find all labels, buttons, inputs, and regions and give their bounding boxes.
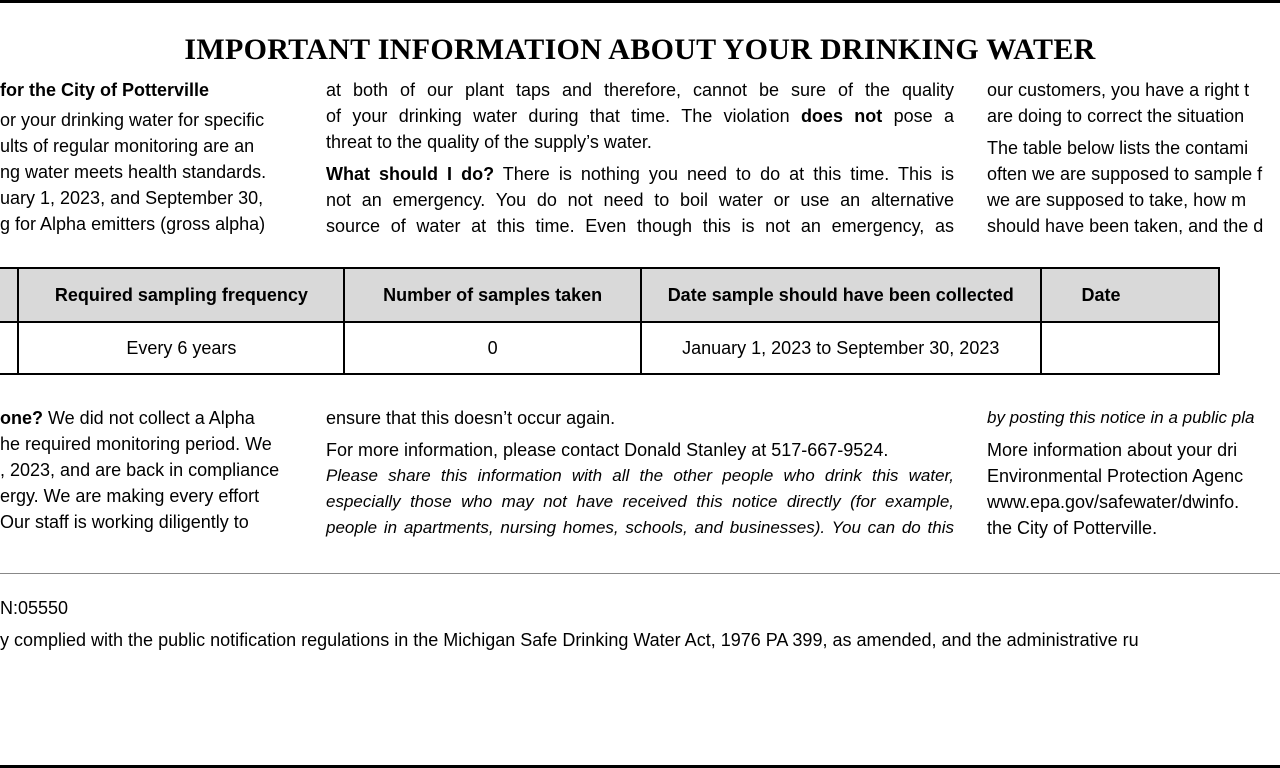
column-3-bottom bbox=[987, 405, 1280, 541]
text-line: , 2023, and are back in compliance bbox=[0, 460, 280, 480]
table-cell bbox=[0, 322, 18, 374]
italic-line: especially those who may not have received this notice directly (for example, bbox=[326, 492, 954, 511]
italic-line: by posting this notice in a public pla bbox=[987, 408, 1255, 427]
column-1-bottom bbox=[0, 405, 295, 535]
table-cell: 0 bbox=[344, 322, 641, 374]
table-header: Required sampling frequency bbox=[18, 268, 344, 322]
table-header-row bbox=[0, 268, 1219, 322]
text-line: ensure that this doesn’t occur again. bbox=[326, 408, 616, 428]
top-border bbox=[0, 0, 1280, 3]
column-2-top bbox=[326, 77, 954, 239]
italic-line: Please share this information with all the other people who drink this water, bbox=[326, 466, 954, 485]
italic-line: people in apartments, nursing homes, schools, and businesses). You can do this bbox=[326, 518, 954, 537]
separator-line bbox=[0, 573, 1280, 574]
emphasis-text: does not bbox=[800, 106, 883, 126]
text-fragment: pose a bbox=[882, 106, 955, 126]
table-header: Number of samples taken bbox=[344, 268, 641, 322]
text-fragment: of your drinking water during that time. The violation bbox=[326, 106, 801, 126]
text-fragment: There is nothing you need to do at this time. This is bbox=[494, 164, 954, 184]
text-line: ults of regular monitoring are an bbox=[0, 136, 255, 156]
text-line: ng water meets health standards. bbox=[0, 162, 267, 182]
text-line: Environmental Protection Agenc bbox=[987, 466, 1244, 486]
text-line: should have been taken, and the d bbox=[987, 216, 1264, 236]
sampling-table bbox=[0, 267, 1220, 375]
text-line: not an emergency. You do not need to boil water or use an alternative bbox=[326, 190, 954, 210]
footer-id: N:05550 bbox=[0, 598, 69, 618]
city-heading: for the City of Potterville bbox=[0, 80, 210, 100]
column-2-bottom bbox=[326, 405, 954, 541]
text-line: uary 1, 2023, and September 30, bbox=[0, 188, 264, 208]
text-line: often we are supposed to sample f bbox=[987, 164, 1263, 184]
text-line: at both of our plant taps and therefore, cannot be sure of the quality bbox=[326, 80, 954, 100]
footer-compliance: y complied with the public notification regulations in the Michigan Safe Drinking Water Act, 1976 PA 399, as amended, and the administrative ru bbox=[0, 630, 1139, 650]
table-row bbox=[0, 322, 1219, 374]
text-line: ergy. We are making every effort bbox=[0, 486, 260, 506]
table-cell: January 1, 2023 to September 30, 2023 bbox=[641, 322, 1041, 374]
contact-line: For more information, please contact Donald Stanley at 517-667-9524. bbox=[326, 440, 889, 460]
text-line: he required monitoring period. We bbox=[0, 434, 272, 454]
text-line bbox=[0, 405, 295, 431]
text-line: our customers, you have a right t bbox=[987, 80, 1250, 100]
text-line: Our staff is working diligently to bbox=[0, 512, 249, 532]
text-line: The table below lists the contami bbox=[987, 138, 1249, 158]
table-header: Date bbox=[1041, 268, 1220, 322]
text-line: we are supposed to take, how m bbox=[987, 190, 1247, 210]
text-line: are doing to correct the situation bbox=[987, 106, 1245, 126]
text-line: g for Alpha emitters (gross alpha) bbox=[0, 214, 266, 234]
question-heading: one? bbox=[0, 408, 43, 428]
column-1-top bbox=[0, 77, 295, 237]
column-3-top bbox=[987, 77, 1280, 239]
text-fragment: We did not collect a Alpha bbox=[43, 408, 255, 428]
text-line: source of water at this time. Even though this is not an emergency, as bbox=[326, 216, 954, 236]
table-cell bbox=[1041, 322, 1220, 374]
table-header: Date sample should have been collected bbox=[641, 268, 1041, 322]
question-heading: What should I do? bbox=[326, 164, 495, 184]
text-line: or your drinking water for specific bbox=[0, 110, 265, 130]
text-line: the City of Potterville. bbox=[987, 518, 1158, 538]
website-line: www.epa.gov/safewater/dwinfo. bbox=[987, 492, 1240, 512]
table-header bbox=[0, 268, 18, 322]
table-cell: Every 6 years bbox=[18, 322, 344, 374]
page-title: IMPORTANT INFORMATION ABOUT YOUR DRINKING WATER bbox=[184, 33, 1096, 66]
what-should-i-do-line bbox=[326, 161, 954, 187]
text-line: More information about your dri bbox=[987, 440, 1238, 460]
text-line: threat to the quality of the supply’s water. bbox=[326, 132, 652, 152]
text-line bbox=[326, 103, 954, 129]
